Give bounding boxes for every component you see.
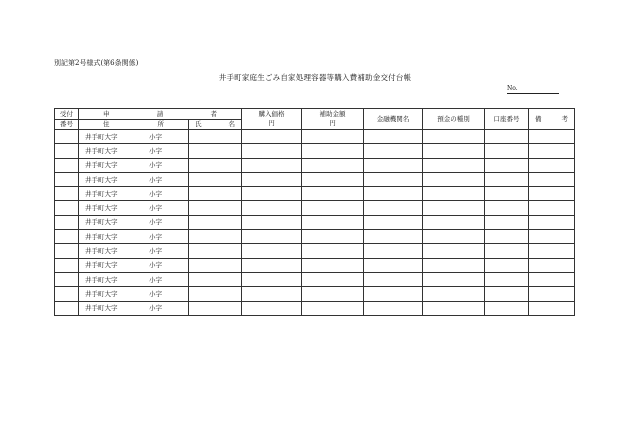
koaza-prefix: 小字 [149, 146, 162, 155]
purchase-price-cell[interactable] [242, 301, 302, 315]
subsidy-amount-cell[interactable] [302, 244, 364, 258]
receipt-header-top: 受付 [55, 109, 79, 120]
town-prefix: 井手町大字 [85, 275, 118, 284]
address-prefill [79, 147, 188, 155]
purchase-price-cell[interactable] [242, 130, 302, 144]
table-row [55, 215, 575, 229]
deposit-type-header: 預金の種別 [423, 109, 485, 130]
koaza-prefix: 小字 [149, 261, 162, 270]
name-cell[interactable] [189, 244, 242, 258]
subsidy-amount-cell[interactable] [302, 187, 364, 201]
address-char: 所 [157, 120, 164, 129]
name-header [189, 119, 242, 130]
purchase-price-cell[interactable] [242, 201, 302, 215]
applicant-header [79, 109, 242, 120]
remarks-cell[interactable] [529, 258, 575, 272]
purchase-price-cell[interactable] [242, 258, 302, 272]
name-cell[interactable] [189, 144, 242, 158]
receipt-number-cell[interactable] [55, 187, 79, 201]
address-header [79, 119, 189, 130]
account-number-cell[interactable] [485, 272, 529, 286]
address-cell[interactable] [79, 301, 189, 315]
bank-cell[interactable] [364, 144, 423, 158]
table-row [55, 258, 575, 272]
bank-cell[interactable] [364, 301, 423, 315]
receipt-number-cell[interactable] [55, 201, 79, 215]
town-prefix: 井手町大字 [85, 304, 118, 313]
remarks-cell[interactable] [529, 287, 575, 301]
receipt-number-cell[interactable] [55, 301, 79, 315]
purchase-price-cell[interactable] [242, 187, 302, 201]
bank-cell[interactable] [364, 230, 423, 244]
koaza-prefix: 小字 [149, 175, 162, 184]
bank-cell[interactable] [364, 187, 423, 201]
remarks-cell[interactable] [529, 187, 575, 201]
deposit-type-cell[interactable] [423, 158, 485, 172]
subsidy-amount-header [302, 109, 364, 130]
purchase-price-label: 購入価格 [258, 110, 285, 118]
remarks-header [529, 109, 575, 130]
receipt-number-cell[interactable] [55, 144, 79, 158]
address-cell[interactable] [79, 144, 189, 158]
remarks-char: 考 [561, 115, 568, 123]
address-cell[interactable] [79, 172, 189, 186]
koaza-prefix: 小字 [149, 275, 162, 284]
subsidy-amount-cell[interactable] [302, 144, 364, 158]
subsidy-amount-cell[interactable] [302, 287, 364, 301]
koaza-prefix: 小字 [149, 218, 162, 227]
account-number-cell[interactable] [485, 258, 529, 272]
purchase-price-cell[interactable] [242, 215, 302, 229]
address-cell[interactable] [79, 187, 189, 201]
account-number-cell[interactable] [485, 130, 529, 144]
name-cell[interactable] [189, 272, 242, 286]
bank-cell[interactable] [364, 201, 423, 215]
subsidy-amount-label: 補助金額 [319, 110, 346, 118]
applicant-char: 請 [156, 109, 164, 118]
table-row [55, 172, 575, 186]
remarks-cell[interactable] [529, 301, 575, 315]
table-row [55, 187, 575, 201]
table-row [55, 287, 575, 301]
bank-cell[interactable] [364, 172, 423, 186]
town-prefix: 井手町大字 [85, 161, 118, 170]
bank-cell[interactable] [364, 287, 423, 301]
bank-cell[interactable] [364, 215, 423, 229]
address-prefill [79, 218, 188, 226]
name-cell[interactable] [189, 258, 242, 272]
address-char: 住 [103, 120, 110, 129]
purchase-price-cell[interactable] [242, 144, 302, 158]
table-row [55, 244, 575, 258]
name-cell[interactable] [189, 130, 242, 144]
table-row [55, 230, 575, 244]
address-prefill [79, 233, 188, 241]
deposit-type-cell[interactable] [423, 187, 485, 201]
address-prefill [79, 161, 188, 169]
ledger-table [54, 108, 575, 316]
koaza-prefix: 小字 [149, 132, 162, 141]
subsidy-amount-cell[interactable] [302, 301, 364, 315]
bank-cell[interactable] [364, 272, 423, 286]
deposit-type-cell[interactable] [423, 244, 485, 258]
name-char: 氏 [195, 120, 202, 129]
remarks-cell[interactable] [529, 144, 575, 158]
remarks-cell[interactable] [529, 272, 575, 286]
subsidy-amount-cell[interactable] [302, 201, 364, 215]
form-identifier: 別記第2号様式(第6条関係) [54, 59, 139, 67]
address-cell[interactable] [79, 130, 189, 144]
receipt-number-cell[interactable] [55, 172, 79, 186]
town-prefix: 井手町大字 [85, 232, 118, 241]
table-row [55, 301, 575, 315]
town-prefix: 井手町大字 [85, 189, 118, 198]
name-cell[interactable] [189, 301, 242, 315]
koaza-prefix: 小字 [149, 289, 162, 298]
bank-header: 金融機関名 [364, 109, 423, 130]
account-number-cell[interactable] [485, 187, 529, 201]
account-number-cell[interactable] [485, 230, 529, 244]
address-cell[interactable] [79, 201, 189, 215]
purchase-price-cell[interactable] [242, 230, 302, 244]
remarks-cell[interactable] [529, 244, 575, 258]
deposit-type-cell[interactable] [423, 172, 485, 186]
receipt-number-cell[interactable] [55, 244, 79, 258]
account-number-cell[interactable] [485, 244, 529, 258]
receipt-number-cell[interactable] [55, 272, 79, 286]
remarks-cell[interactable] [529, 215, 575, 229]
subsidy-amount-cell[interactable] [302, 272, 364, 286]
account-number-cell[interactable] [485, 287, 529, 301]
purchase-price-header [242, 109, 302, 130]
ledger-body [55, 109, 575, 316]
purchase-price-cell[interactable] [242, 244, 302, 258]
receipt-number-cell[interactable] [55, 230, 79, 244]
receipt-number-cell[interactable] [55, 130, 79, 144]
town-prefix: 井手町大字 [85, 247, 118, 256]
address-prefill [79, 176, 188, 184]
number-field[interactable]: No. [507, 85, 559, 94]
address-cell[interactable] [79, 215, 189, 229]
table-row [55, 201, 575, 215]
purchase-price-cell[interactable] [242, 172, 302, 186]
purchase-price-cell[interactable] [242, 272, 302, 286]
name-cell[interactable] [189, 187, 242, 201]
address-prefill [79, 204, 188, 212]
applicant-char: 者 [210, 109, 217, 118]
subsidy-amount-cell[interactable] [302, 172, 364, 186]
receipt-number-cell[interactable] [55, 158, 79, 172]
applicant-char: 申 [103, 109, 110, 118]
subsidy-amount-cell[interactable] [302, 215, 364, 229]
receipt-number-cell[interactable] [55, 287, 79, 301]
town-prefix: 井手町大字 [85, 175, 118, 184]
town-prefix: 井手町大字 [85, 204, 118, 213]
subsidy-amount-cell[interactable] [302, 158, 364, 172]
koaza-prefix: 小字 [149, 232, 162, 241]
address-prefill [79, 190, 188, 198]
bank-cell[interactable] [364, 244, 423, 258]
name-cell[interactable] [189, 230, 242, 244]
town-prefix: 井手町大字 [85, 261, 118, 270]
account-number-cell[interactable] [485, 201, 529, 215]
table-row [55, 130, 575, 144]
receipt-header-bottom: 番号 [55, 119, 79, 130]
address-cell[interactable] [79, 287, 189, 301]
page-title: 井手町家庭生ごみ自家処理容器等購入費補助金交付台帳 [218, 73, 412, 82]
deposit-type-cell[interactable] [423, 215, 485, 229]
account-number-cell[interactable] [485, 301, 529, 315]
account-number-cell[interactable] [485, 158, 529, 172]
bank-cell[interactable] [364, 158, 423, 172]
subsidy-amount-cell[interactable] [302, 230, 364, 244]
remarks-cell[interactable] [529, 130, 575, 144]
address-cell[interactable] [79, 272, 189, 286]
address-cell[interactable] [79, 230, 189, 244]
account-number-cell[interactable] [485, 172, 529, 186]
receipt-number-cell[interactable] [55, 215, 79, 229]
koaza-prefix: 小字 [149, 304, 162, 313]
town-prefix: 井手町大字 [85, 289, 118, 298]
bank-cell[interactable] [364, 258, 423, 272]
address-cell[interactable] [79, 244, 189, 258]
remarks-char: 備 [535, 115, 542, 123]
address-prefill [79, 247, 188, 255]
deposit-type-cell[interactable] [423, 258, 485, 272]
account-number-cell[interactable] [485, 144, 529, 158]
address-cell[interactable] [79, 158, 189, 172]
town-prefix: 井手町大字 [85, 146, 118, 155]
deposit-type-cell[interactable] [423, 201, 485, 215]
name-cell[interactable] [189, 201, 242, 215]
table-row [55, 158, 575, 172]
address-prefill [79, 276, 188, 284]
name-cell[interactable] [189, 158, 242, 172]
address-prefill [79, 304, 188, 312]
town-prefix: 井手町大字 [85, 132, 118, 141]
purchase-price-cell[interactable] [242, 287, 302, 301]
town-prefix: 井手町大字 [85, 218, 118, 227]
name-cell[interactable] [189, 172, 242, 186]
deposit-type-cell[interactable] [423, 287, 485, 301]
header-row-1 [55, 109, 575, 120]
receipt-number-cell[interactable] [55, 258, 79, 272]
remarks-cell[interactable] [529, 201, 575, 215]
deposit-type-cell[interactable] [423, 144, 485, 158]
address-prefill [79, 290, 188, 298]
deposit-type-cell[interactable] [423, 230, 485, 244]
name-char: 名 [228, 120, 235, 129]
table-row [55, 272, 575, 286]
remarks-cell[interactable] [529, 158, 575, 172]
purchase-price-cell[interactable] [242, 158, 302, 172]
koaza-prefix: 小字 [149, 204, 162, 213]
yen-unit: 円 [268, 119, 275, 127]
account-number-cell[interactable] [485, 215, 529, 229]
subsidy-amount-cell[interactable] [302, 258, 364, 272]
remarks-cell[interactable] [529, 230, 575, 244]
koaza-prefix: 小字 [149, 247, 162, 256]
table-row [55, 144, 575, 158]
bank-cell[interactable] [364, 130, 423, 144]
subsidy-amount-cell[interactable] [302, 130, 364, 144]
address-prefill [79, 261, 188, 269]
deposit-type-cell[interactable] [423, 301, 485, 315]
deposit-type-cell[interactable] [423, 130, 485, 144]
address-cell[interactable] [79, 258, 189, 272]
yen-unit: 円 [329, 119, 336, 127]
deposit-type-cell[interactable] [423, 272, 485, 286]
koaza-prefix: 小字 [149, 161, 162, 170]
address-prefill [79, 133, 188, 141]
account-number-header: 口座番号 [485, 109, 529, 130]
name-cell[interactable] [189, 287, 242, 301]
name-cell[interactable] [189, 215, 242, 229]
remarks-cell[interactable] [529, 172, 575, 186]
koaza-prefix: 小字 [149, 189, 162, 198]
